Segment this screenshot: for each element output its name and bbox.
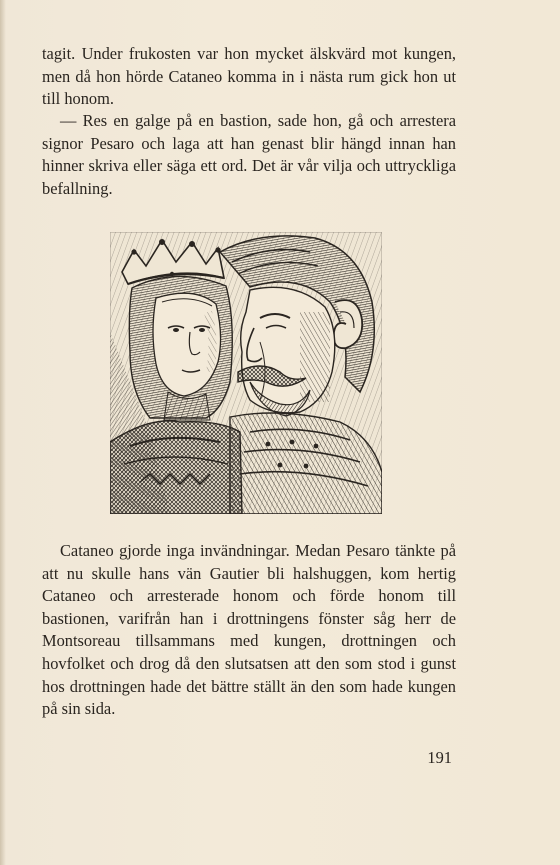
engraving-queen-and-knight (110, 232, 382, 514)
page-gutter-shadow (0, 0, 6, 865)
paragraph-1: tagit. Under frukosten var hon mycket älskvärd mot kungen, men då hon hörde Cataneo komma in i nästa rum gick hon ut till honom. (42, 44, 456, 109)
paragraph-2: — Res en galge på en bastion, sade hon, gå och arrestera signor Pesaro och laga att han genast blir hängd innan han hinner skriva eller säga ett ord. Det är vår vilja och uttryckliga befallning. (42, 111, 456, 198)
paragraph-3: Cataneo gjorde inga invändningar. Medan Pesaro tänkte på att nu skulle hans vän Gautier bli halshuggen, kom hertig Cataneo och arresterade honom och förde honom till bastionen, varifrån han i drottningens fönster såg herr de Montsoreau tillsammans med kungen, drottningen och hovfolket och drog då den slutsatsen att den som stod i gunst hos drottningen hade det bättre ställt än den som hade kungen på sin sida. (42, 541, 456, 719)
page-number: 191 (427, 748, 452, 767)
